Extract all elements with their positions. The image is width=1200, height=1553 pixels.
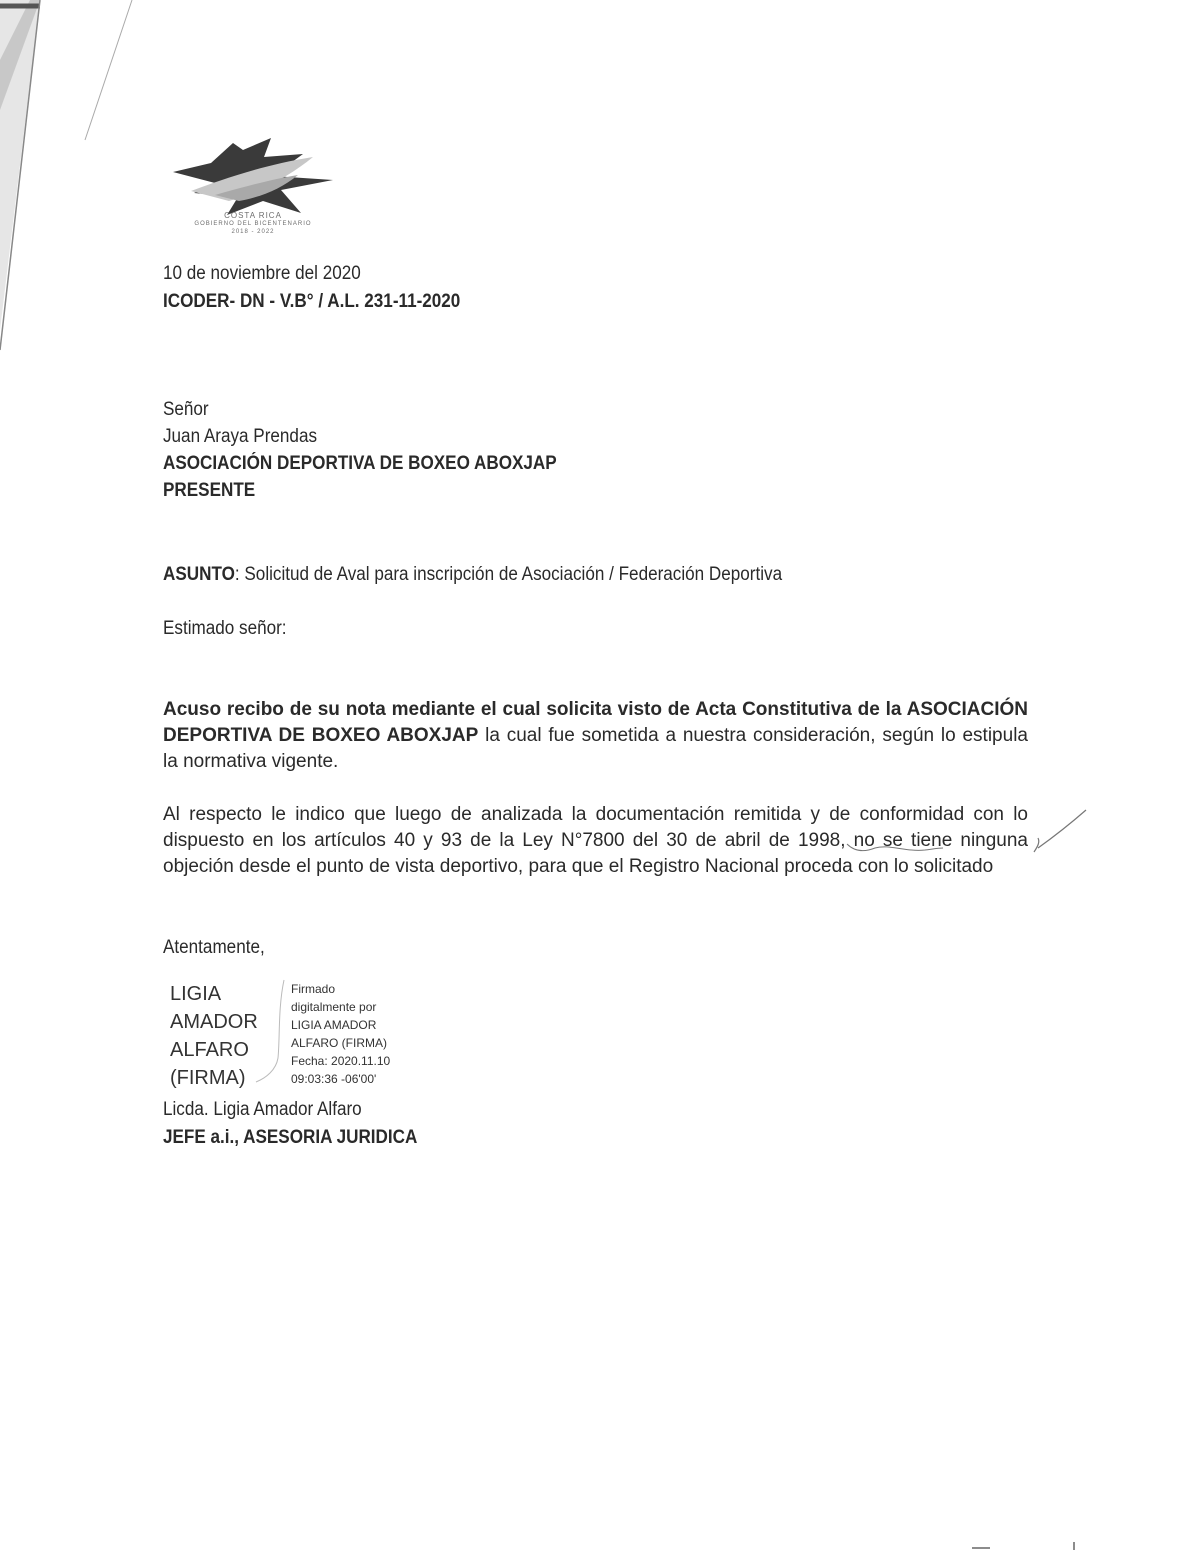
logo-caption [163, 212, 343, 236]
signature-detail-line: ALFARO (FIRMA) [291, 1036, 388, 1050]
subject-line [163, 564, 782, 586]
signature-name-line: (FIRMA) [170, 1067, 246, 1089]
signature-detail-line: Fecha: 2020.11.10 [291, 1054, 391, 1068]
signature-name-line: LIGIA [170, 983, 222, 1005]
recipient-presente: PRESENTE [163, 480, 256, 501]
body-paragraph-1 [163, 697, 1028, 775]
subject-label: ASUNTO [163, 564, 235, 585]
subject-text: : Solicitud de Aval para inscripción de Asociación / Federación Deportiva [234, 564, 783, 585]
recipient-title: Señor [163, 399, 209, 420]
signature-detail-line: 09:03:36 -06'00' [291, 1072, 377, 1086]
signature-detail-line: LIGIA AMADOR [291, 1018, 377, 1032]
greeting: Estimado señor: [163, 618, 287, 639]
handwritten-underline [845, 840, 945, 856]
recipient-name: Juan Araya Prendas [163, 426, 318, 447]
signature-divider [252, 978, 288, 1086]
closing: Atentamente, [163, 937, 265, 958]
scan-artifact-marks [960, 1538, 1090, 1552]
logo-country: COSTA RICA [224, 211, 282, 220]
signature-detail-line: digitalmente por [291, 1000, 377, 1014]
body-paragraph-2: Al respecto le indico que luego de analizada la documentación remitida y de conformidad con lo dispuesto en los artículos 40 y 93 de la Ley N°7800 del 30 de abril de 1998, no se tiene ninguna objeción desde el punto de vista deportivo, para que el Registro Nacional proceda con lo solicitado [163, 804, 1028, 877]
signature-name-line: ALFARO [170, 1039, 249, 1061]
logo-years: 2018 - 2022 [231, 229, 275, 235]
letter-date: 10 de noviembre del 2020 [163, 263, 361, 284]
body-paragraph-1-rest: la cual fue sometida a nuestra consideración, según lo estipula la normativa vigente. [163, 725, 1028, 772]
signer-position: JEFE a.i., ASESORIA JURIDICA [163, 1127, 418, 1148]
signature-name-line: AMADOR [170, 1011, 258, 1033]
handwritten-check-mark [1030, 808, 1090, 858]
signature-detail-line: Firmado [291, 982, 336, 996]
reference-number: ICODER- DN - V.B° / A.L. 231-11-2020 [163, 291, 461, 312]
signature-details [291, 980, 390, 1088]
scan-edge-shadow [0, 0, 140, 360]
logo-government: GOBIERNO DEL BICENTENARIO [194, 221, 312, 227]
signature-name [170, 980, 258, 1092]
recipient-organization: ASOCIACIÓN DEPORTIVA DE BOXEO ABOXJAP [163, 453, 557, 474]
body-paragraph-1-bold: Acuso recibo de su nota mediante el cual solicita visto de Acta Constitutiva de la ASOCIACIÓN DEPORTIVA DE BOXEO ABOXJAP [163, 699, 1028, 746]
signer-name: Licda. Ligia Amador Alfaro [163, 1099, 362, 1120]
